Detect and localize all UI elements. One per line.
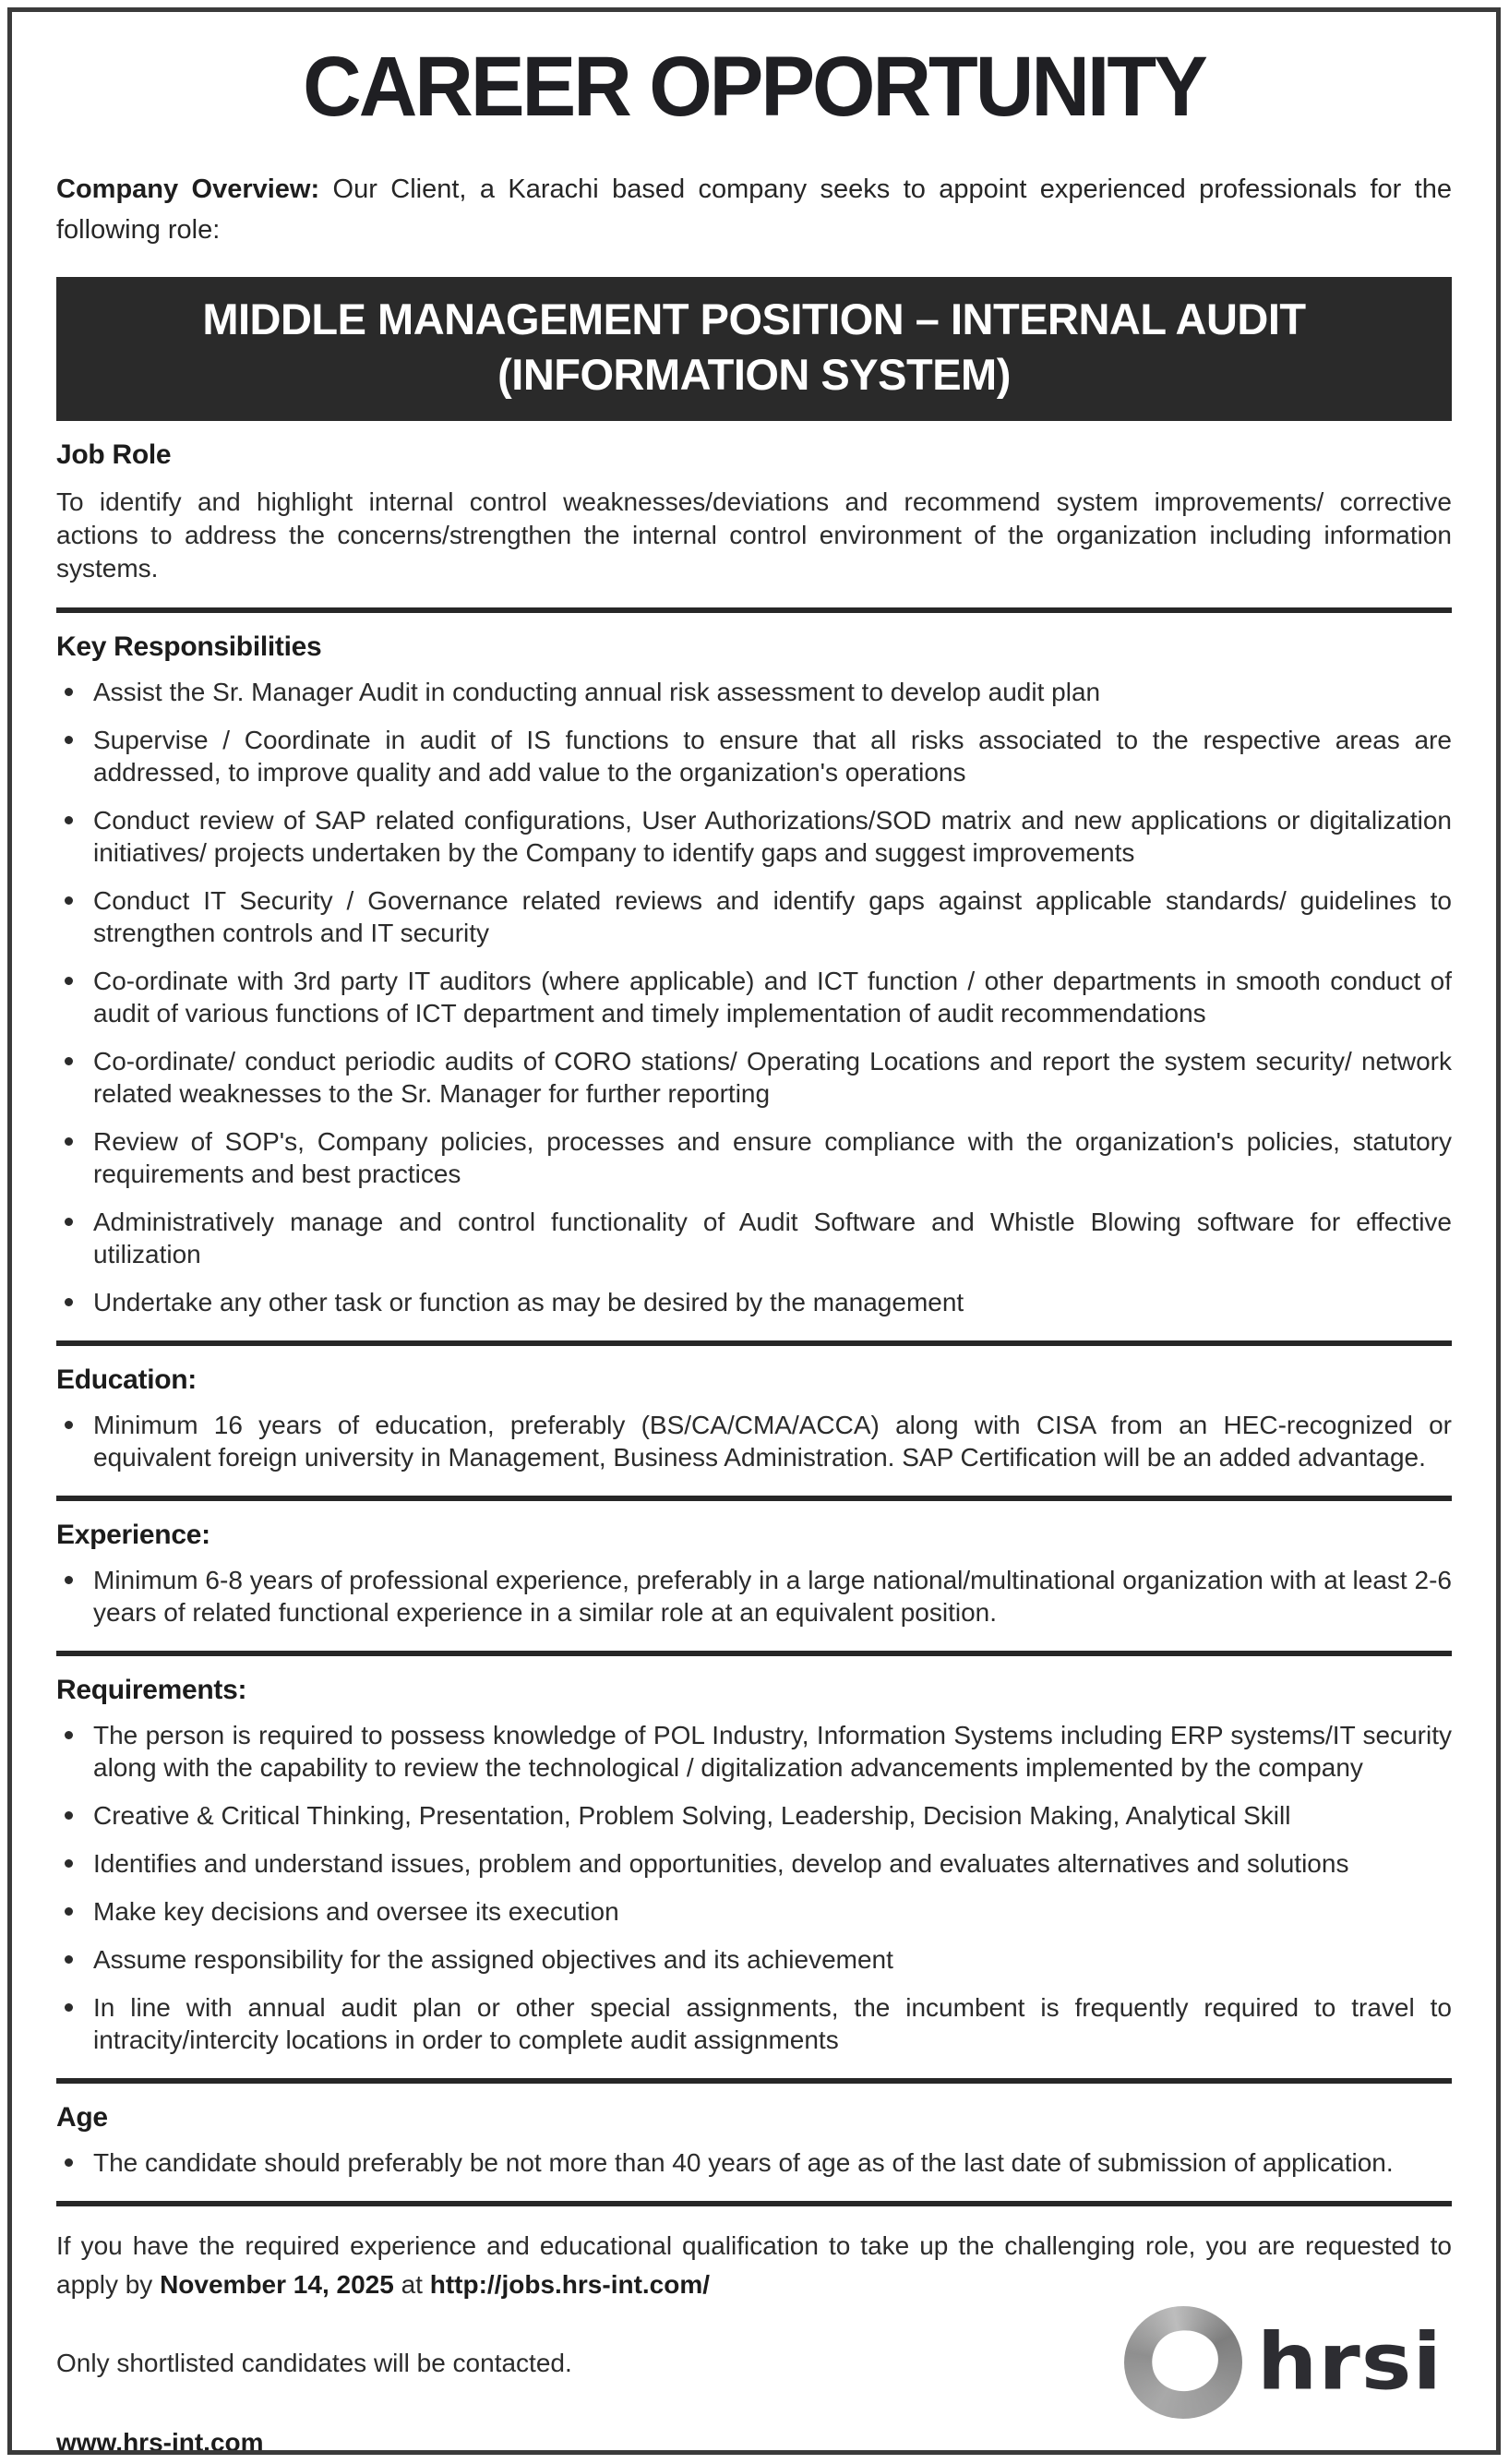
section-job-role (56, 439, 1452, 585)
section-heading-requirements: Requirements: (56, 1675, 247, 1705)
bullet-item: Minimum 16 years of education, preferably (BS/CA/CMA/ACCA) along with CISA from an HEC-recognized or equivalent foreign university in Management, Business Administration. SAP Certification will be an added advantage. (56, 1409, 1452, 1473)
section-heading-experience: Experience: (56, 1520, 210, 1550)
section-age (56, 2102, 1452, 2179)
section-heading-age: Age (56, 2102, 108, 2133)
experience-list (56, 1564, 1452, 1629)
job-role-paragraph: To identify and highlight internal control weaknesses/deviations and recommend system improvements/ corrective actions to address the concerns/strengthen the internal control environment of the organization including information systems. (56, 487, 1452, 583)
bullet-item: The candidate should preferably be not more than 40 years of age as of the last date of submission of application. (56, 2146, 1452, 2179)
hrsi-logo-text: hrsi (1256, 2316, 1443, 2408)
company-overview-label: Company Overview: (56, 174, 320, 204)
bullet-item: Co-ordinate with 3rd party IT auditors (where applicable) and ICT function / other departments in smooth conduct of audit of various functions of ICT department and timely implementation of audit recommendations (56, 965, 1452, 1029)
page-title: CAREER OPPORTUNITY (303, 39, 1205, 134)
section-experience (56, 1520, 1452, 1629)
bullet-item: Conduct IT Security / Governance related reviews and identify gaps against applicable standards/ guidelines to strengthen controls and IT security (56, 884, 1452, 949)
role-banner (56, 277, 1452, 421)
section-divider (56, 607, 1452, 613)
section-heading-job-role: Job Role (56, 439, 172, 470)
bullet-item: Assume responsibility for the assigned objectives and its achievement (56, 1943, 1452, 1976)
bullet-item: Co-ordinate/ conduct periodic audits of CORO stations/ Operating Locations and report the system security/ network related weaknesses to the Sr. Manager for further reporting (56, 1045, 1452, 1110)
section-requirements (56, 1675, 1452, 2056)
bullet-item: Creative & Critical Thinking, Presentation, Problem Solving, Leadership, Decision Making, Analytical Skill (56, 1799, 1452, 1832)
hrsi-ring-icon (1124, 2306, 1242, 2419)
bullet-item: Review of SOP's, Company policies, processes and ensure compliance with the organization's policies, statutory requirements and best practices (56, 1125, 1452, 1190)
bullet-item: Make key decisions and oversee its execution (56, 1895, 1452, 1928)
role-banner-line1: MIDDLE MANAGEMENT POSITION – INTERNAL AUDIT (202, 294, 1306, 343)
bullet-item: Minimum 6-8 years of professional experience, preferably in a large national/multinational organization with at least 2-6 years of related functional experience in a similar role at an equivalent position. (56, 1564, 1452, 1629)
bullet-item: Identifies and understand issues, problem and opportunities, develop and evaluates alternatives and solutions (56, 1847, 1452, 1880)
section-education (56, 1364, 1452, 1473)
shortlist-note: Only shortlisted candidates will be contacted. (56, 2349, 572, 2377)
page-frame (7, 7, 1501, 2455)
age-list (56, 2146, 1452, 2179)
closing-mid: at (393, 2270, 430, 2299)
section-divider (56, 1496, 1452, 1501)
role-banner-line2: (INFORMATION SYSTEM) (497, 350, 1011, 399)
bullet-item: Conduct review of SAP related configurations, User Authorizations/SOD matrix and new applications or digitalization initiatives/ projects undertaken by the Company to identify gaps and suggest improvements (56, 804, 1452, 869)
bullet-item: In line with annual audit plan or other special assignments, the incumbent is frequently required to travel to intracity/intercity locations in order to complete audit assignments (56, 1991, 1452, 2056)
section-divider (56, 2201, 1452, 2206)
bullet-item: Supervise / Coordinate in audit of IS functions to ensure that all risks associated to the respective areas are addressed, to improve quality and add value to the organization's operations (56, 724, 1452, 788)
website-url: www.hrs-int.com (56, 2428, 264, 2455)
section-divider (56, 1340, 1452, 1346)
bullet-item: Undertake any other task or function as may be desired by the management (56, 1286, 1452, 1318)
hrsi-logo (1124, 2306, 1443, 2419)
section-heading-key-responsibilities: Key Responsibilities (56, 631, 322, 662)
education-list (56, 1409, 1452, 1473)
bullet-item: Administratively manage and control functionality of Audit Software and Whistle Blowing software for effective utilization (56, 1206, 1452, 1270)
closing-paragraph (56, 2227, 1452, 2304)
company-overview (56, 169, 1452, 250)
section-divider (56, 1651, 1452, 1656)
bullet-item: Assist the Sr. Manager Audit in conducting annual risk assessment to develop audit plan (56, 676, 1452, 708)
bullet-item: The person is required to possess knowledge of POL Industry, Information Systems including ERP systems/IT security along with the capability to review the technological / digitalization advancements implemented by the company (56, 1719, 1452, 1784)
apply-deadline: November 14, 2025 (160, 2270, 394, 2299)
section-key-responsibilities (56, 631, 1452, 1318)
section-heading-education: Education: (56, 1364, 197, 1395)
section-divider (56, 2078, 1452, 2084)
closing-prefix: If you have the required experience and educational qualification to take up the challenging role, you are requested to apply by (56, 2231, 1452, 2299)
company-overview-text: Our Client, a Karachi based company seeks to appoint experienced professionals for the following role: (56, 174, 1452, 245)
key-responsibilities-list (56, 676, 1452, 1318)
requirements-list (56, 1719, 1452, 2056)
apply-url: http://jobs.hrs-int.com/ (429, 2270, 711, 2299)
